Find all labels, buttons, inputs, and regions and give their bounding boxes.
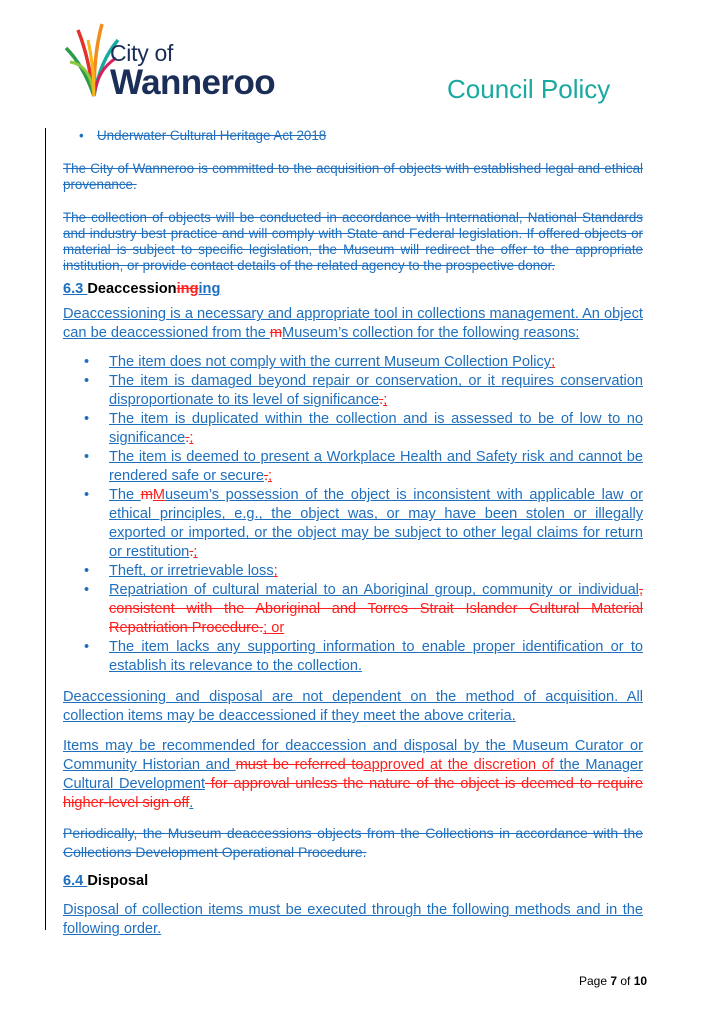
list-item [63,448,643,486]
paragraph-independent: Deaccessioning and disposal are not dependent on the method of acquisition. All collection items may be deaccessioned if they meet the above criteria. [63,689,643,725]
list-item [63,638,643,676]
inserted-text: M [282,325,295,342]
reason-text: The item is duplicated within the collection and is assessed to be of low to no significance [109,411,643,447]
reason-text: Repatriation of cultural material to an Aboriginal group, community or individual [109,582,639,599]
total-pages: 10 [633,974,648,988]
deleted-text: for approval unless the nature of the object is deemed to require higher-level sign off [63,776,643,812]
bullet-icon: • [84,411,90,428]
deleted-text: must be referred to [235,757,364,774]
deleted-text: . [379,392,384,409]
logo-city-text: City of [110,40,174,66]
deleted-text: , consistent with the Aboriginal and Torres Strait Islander Cultural Material Repatriation Procedure. [109,582,643,637]
reason-text: The [109,487,141,504]
reason-text: useum’s possession of the object is inconsistent with applicable law or ethical principles, e.g., the object was, or may have been stolen or illegally exported or imported, or the object may be subject to other legal claims for return or restitution [109,487,643,561]
bullet-icon: • [84,487,90,504]
bullet-icon: • [84,563,90,580]
deleted-text: . [263,468,269,485]
reason-text: The item is damaged beyond repair or conservation, or it requires conservation disproportionate to its level of significance [109,373,643,409]
bullet-icon: • [79,128,84,143]
legislation-list [63,128,643,144]
heading-number: 6.4 [63,873,88,890]
inserted-text: Deaccessioning is a necessary and appropriate tool in collections management. An object can be deaccessioned from the [63,306,643,342]
inserted-punctuation: ; [268,468,273,485]
list-item [63,372,643,410]
logo-wanneroo-text: Wanneroo [110,63,276,102]
deleted-text: ing [176,281,199,298]
inserted-text: approved at the discretion of [363,757,554,774]
paragraph-periodically: Periodically, the Museum deaccessions objects from the Collections in accordance with the Collections Development Operational Procedure. [63,825,643,861]
reason-text: The item lacks any supporting information to enable proper identification or to establish its relevance to the collection. [109,639,643,675]
heading-word: Disposal [87,873,149,890]
paragraph-deaccession-intro [63,305,643,343]
bullet-icon: • [84,354,90,371]
bullet-icon: • [84,373,90,390]
heading-6-4 [63,872,643,891]
paragraph-collection: The collection of objects will be conducted in accordance with International, National Standards and industry best practice and will comply with State and Federal legislation. If offered objects or material is subject to specific legislation, the Museum will redirect the offer to the appropriate institution, or provide contact details of the related agency to the prospective donor. [63,209,643,274]
inserted-text: useum’s collection for the following reasons: [294,325,580,342]
legislation-item-text: Underwater Cultural Heritage Act 2018 [97,128,327,143]
list-item [63,410,643,448]
list-item [63,128,643,144]
inserted-punctuation: ; or [263,620,285,637]
inserted-text: ing [198,281,221,298]
revision-change-bar [45,128,46,930]
page-label: Page [579,974,611,988]
list-item [63,562,643,581]
reason-text: The item is deemed to present a Workplace Health and Safety risk and cannot be rendered safe or secure [109,449,643,485]
list-item [63,486,643,562]
inserted-text: Items may be recommended for deaccession and disposal by the Museum Curator or Community Historian and [63,738,643,774]
bullet-icon: • [84,582,90,599]
bullet-icon: • [84,639,90,656]
heading-word: Deaccession [87,281,177,298]
page-number-footer [579,974,647,988]
reason-text: The item does not comply with the current Museum Collection Policy [109,354,552,371]
deleted-text: . [185,430,190,447]
inserted-punctuation: ; [193,544,198,561]
page-title: Council Policy [447,74,611,104]
paragraph-committed: The City of Wanneroo is committed to the acquisition of objects with established legal and ethical provenance. [63,161,643,193]
inserted-punctuation: ; [273,563,278,580]
heading-6-3 [63,280,643,299]
inserted-text: the Manager Cultural Development [63,757,643,793]
of-label: of [617,974,634,988]
list-item [63,581,643,638]
bullet-icon: • [84,449,90,466]
current-page: 7 [610,974,618,988]
deleted-text: . [189,544,194,561]
deaccession-reasons-list [63,353,643,676]
inserted-text: . [189,795,194,812]
reason-text: Theft, or irretrievable loss [109,563,274,580]
document-body [63,128,643,939]
inserted-text: M [152,487,166,504]
deleted-text: m [269,325,283,342]
list-item [63,353,643,372]
inserted-punctuation: ; [551,354,556,371]
paragraph-disposal: Disposal of collection items must be executed through the following methods and in the following order. [63,902,643,938]
inserted-punctuation: ; [383,392,388,409]
deleted-text: m [140,487,153,504]
paragraph-recommend [63,737,643,813]
city-logo [64,18,294,106]
heading-number: 6.3 [63,281,88,298]
inserted-punctuation: ; [189,430,194,447]
